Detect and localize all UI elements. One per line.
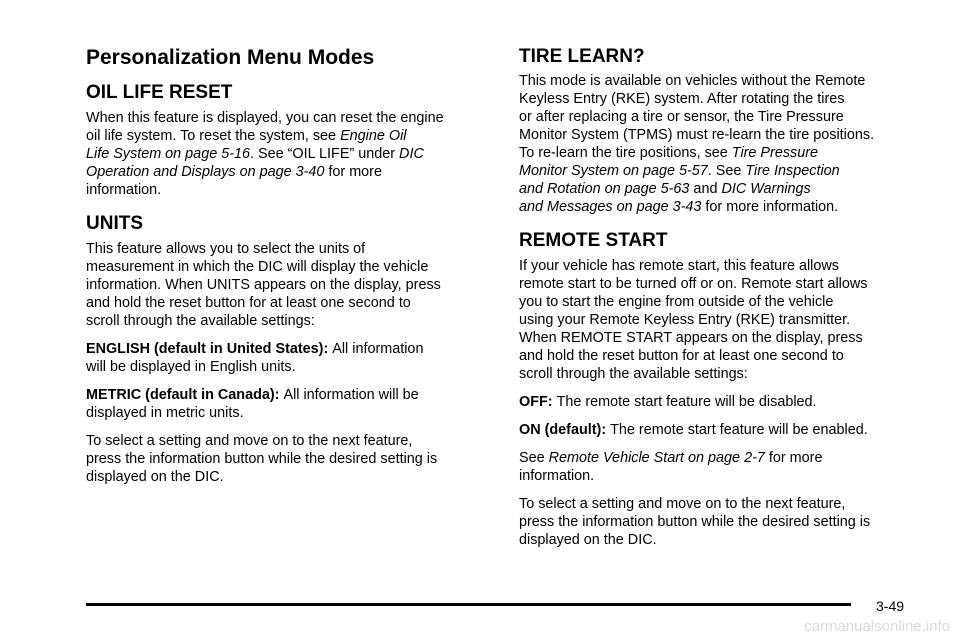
units-line: and hold the reset button for at least one second to	[86, 295, 411, 311]
units-closing-line: press the information button while the desired setting is	[86, 451, 438, 467]
off-setting-label: OFF:	[519, 394, 553, 410]
on-setting-label: ON (default):	[519, 422, 607, 438]
english-setting-label: ENGLISH (default in United States):	[86, 341, 329, 357]
oil-life-text: . See “OIL LIFE” under	[250, 146, 400, 162]
remote-start-closing-line: displayed on the DIC.	[519, 532, 657, 548]
metric-line: displayed in metric units.	[86, 405, 244, 421]
units-line: scroll through the available settings:	[86, 313, 315, 329]
tire-learn-text: for more information.	[701, 199, 839, 215]
units-line: measurement in which the DIC will display the vehicle	[86, 259, 429, 275]
remote-start-see-line: information.	[519, 468, 595, 484]
watermark: carmanualsonline.info	[804, 618, 950, 635]
tire-learn-text: and	[689, 181, 722, 197]
units-closing-line: displayed on the DIC.	[86, 469, 224, 485]
remote-start-line: If your vehicle has remote start, this feature allows	[519, 258, 839, 274]
dic-operation-ref-link[interactable]: Operation and Displays on page 3-40	[86, 164, 325, 180]
tire-learn-line: Monitor System (TPMS) must re-learn the tire positions.	[519, 127, 875, 143]
remote-start-line: remote start to be turned off or on. Remote start allows	[519, 276, 868, 292]
remote-start-line: you to start the engine from outside of the vehicle	[519, 294, 834, 310]
oil-life-text: oil life system. To reset the system, see	[86, 128, 341, 144]
off-setting-paragraph	[519, 393, 939, 411]
tire-learn-paragraph	[519, 72, 939, 216]
dic-operation-ref-link[interactable]: DIC	[399, 146, 424, 162]
page-title: Personalization Menu Modes	[86, 46, 375, 69]
tire-learn-line	[519, 162, 939, 180]
on-setting-paragraph	[519, 421, 939, 439]
dic-warnings-ref-link[interactable]: and Messages on page 3-43	[519, 199, 702, 215]
oil-life-reset-paragraph	[86, 109, 506, 199]
oil-life-reset-heading: OIL LIFE RESET	[86, 82, 233, 103]
units-line: information. When UNITS appears on the display, press	[86, 277, 441, 293]
oil-life-line: information.	[86, 182, 162, 198]
units-closing-paragraph	[86, 432, 506, 486]
tire-learn-line: This mode is available on vehicles without the Remote	[519, 73, 866, 89]
english-line: will be displayed in English units.	[86, 359, 296, 375]
page-number: 3-49	[876, 598, 905, 614]
metric-line	[86, 386, 506, 404]
tire-learn-text: To re-learn the tire positions, see	[519, 145, 732, 161]
english-setting-paragraph	[86, 340, 506, 376]
tire-inspection-ref-link[interactable]: and Rotation on page 5-63	[519, 181, 690, 197]
tire-inspection-ref-link[interactable]: Tire Inspection	[745, 163, 840, 179]
units-line: This feature allows you to select the units of	[86, 241, 366, 257]
tire-learn-heading: TIRE LEARN?	[519, 46, 645, 67]
see-text: for more	[764, 450, 823, 466]
remote-start-closing-line: To select a setting and move on to the next feature,	[519, 496, 846, 512]
units-intro-paragraph	[86, 240, 506, 330]
tire-learn-line	[519, 180, 939, 198]
off-setting-text: The remote start feature will be disabled.	[556, 394, 817, 410]
remote-start-closing-line: press the information button while the desired setting is	[519, 514, 871, 530]
units-closing-line: To select a setting and move on to the next feature,	[86, 433, 413, 449]
engine-oil-life-ref-link[interactable]: Life System on page 5-16	[86, 146, 250, 162]
remote-start-heading: REMOTE START	[519, 230, 668, 251]
remote-start-line: When REMOTE START appears on the display, press	[519, 330, 863, 346]
remote-vehicle-start-ref-link[interactable]: Remote Vehicle Start on page 2-7	[548, 450, 765, 466]
oil-life-line	[86, 145, 506, 163]
footer-rule	[86, 603, 851, 606]
tire-learn-line	[519, 198, 939, 216]
see-text: See	[519, 450, 549, 466]
oil-life-line	[86, 163, 506, 181]
left-column	[86, 80, 506, 496]
metric-setting-text: All information will be	[283, 387, 419, 403]
remote-start-line: scroll through the available settings:	[519, 366, 748, 382]
remote-start-see-line	[519, 449, 939, 467]
english-setting-text: All information	[332, 341, 424, 357]
metric-setting-label: METRIC (default in Canada):	[86, 387, 280, 403]
tire-learn-line	[519, 144, 939, 162]
remote-start-line: and hold the reset button for at least one second to	[519, 348, 844, 364]
engine-oil-life-ref-link[interactable]: Engine Oil	[340, 128, 407, 144]
on-setting-text: The remote start feature will be enabled.	[610, 422, 868, 438]
tire-learn-text: . See	[707, 163, 746, 179]
dic-warnings-ref-link[interactable]: DIC Warnings	[721, 181, 811, 197]
remote-start-see-paragraph	[519, 449, 939, 485]
right-column	[519, 44, 939, 559]
tpms-ref-link[interactable]: Tire Pressure	[731, 145, 819, 161]
tpms-ref-link[interactable]: Monitor System on page 5-57	[519, 163, 708, 179]
oil-life-text: for more	[324, 164, 382, 180]
tire-learn-line: or after replacing a tire or sensor, the Tire Pressure	[519, 109, 844, 125]
remote-start-intro-paragraph	[519, 257, 939, 383]
oil-life-line	[86, 127, 506, 145]
remote-start-line: using your Remote Keyless Entry (RKE) transmitter.	[519, 312, 851, 328]
metric-setting-paragraph	[86, 386, 506, 422]
oil-life-line: When this feature is displayed, you can reset the engine	[86, 110, 444, 126]
english-line	[86, 340, 506, 358]
tire-learn-line: Keyless Entry (RKE) system. After rotating the tires	[519, 91, 845, 107]
units-heading: UNITS	[86, 213, 143, 234]
remote-start-closing-paragraph	[519, 495, 939, 549]
